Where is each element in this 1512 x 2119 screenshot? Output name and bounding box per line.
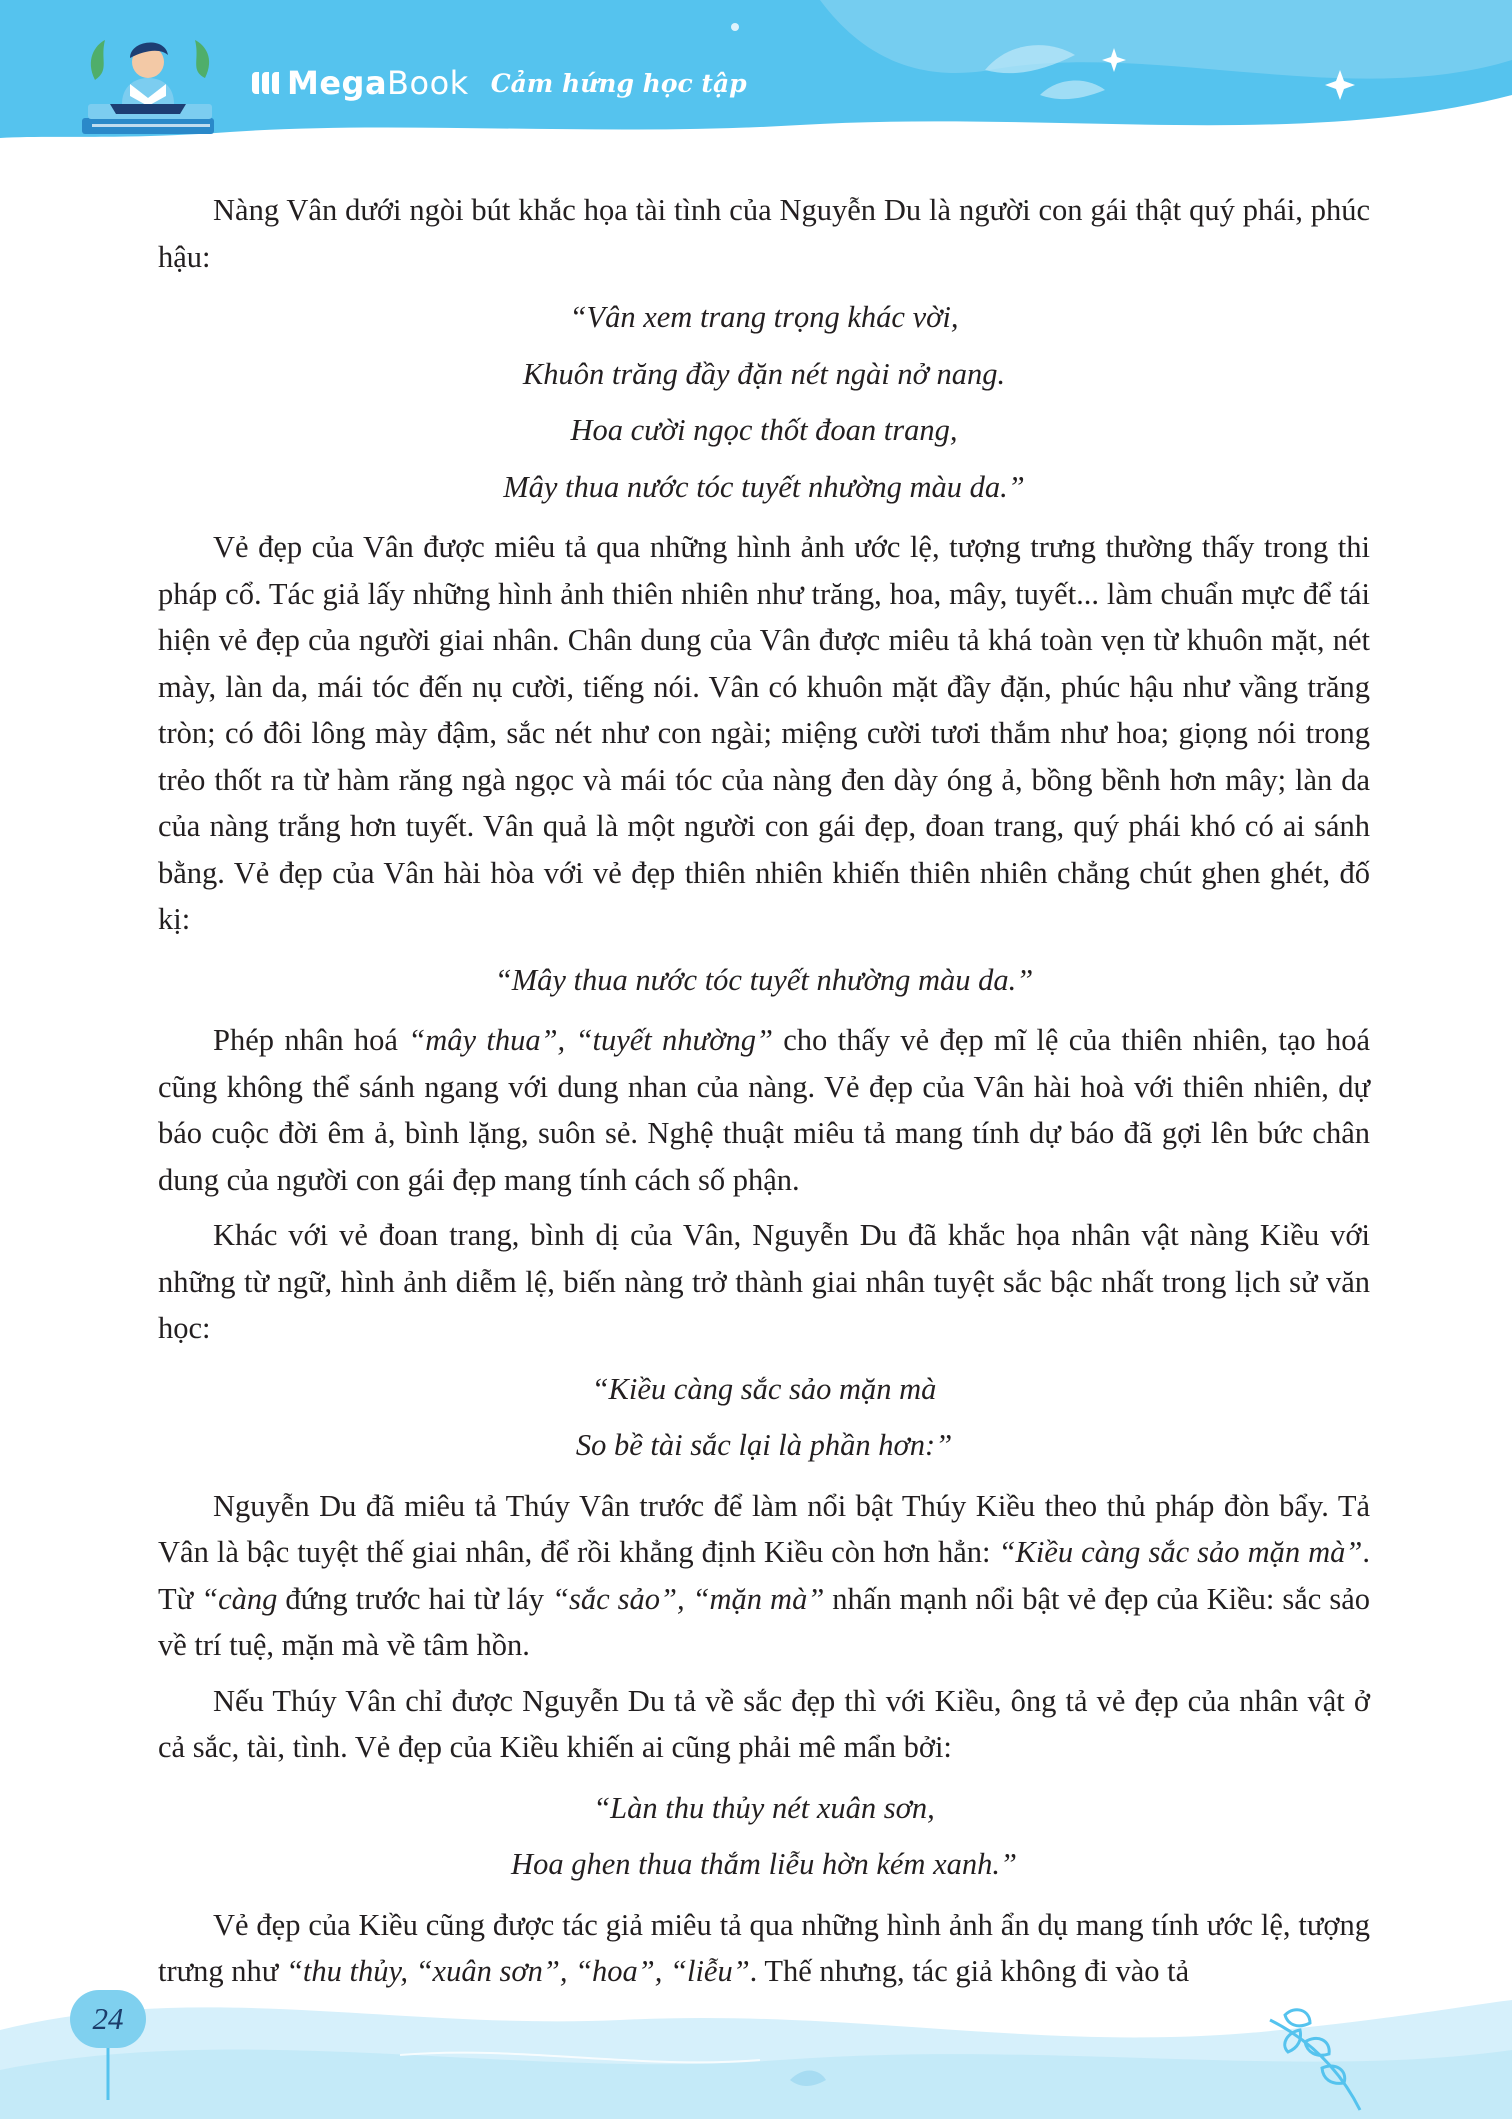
poem-quote (158, 289, 1370, 515)
brand-logo (252, 60, 747, 106)
footer-wave-background (0, 1960, 1512, 2119)
poem-quote (158, 952, 1370, 1009)
brand-slogan: Cảm hứng học tập (490, 68, 747, 98)
poem-quote (158, 1780, 1370, 1893)
paragraph: Khác với vẻ đoan trang, bình dị của Vân, Nguyễn Du đã khắc họa nhân vật nàng Kiều với những từ ngữ, hình ảnh diễm lệ, biến nàng trở thành giai nhân tuyệt sắc bậc nhất trong lịch sử văn học: (158, 1218, 1370, 1345)
page-footer (0, 1960, 1512, 2119)
poem-quote (158, 1361, 1370, 1474)
header-wave-background (0, 0, 1512, 150)
poem-line: Hoa ghen thua thắm liễu hờn kém xanh.” (511, 1847, 1017, 1881)
poem-line: So bề tài sắc lại là phần hơn:” (575, 1428, 953, 1462)
poem-line: Khuôn trăng đầy đặn nét ngài nở nang. (522, 356, 1006, 391)
poem-line: “Làn thu thủy nét xuân sơn, (593, 1790, 935, 1825)
megabook-logo-icon (252, 72, 279, 94)
page-number: 24 (70, 1990, 146, 2048)
page-header (0, 0, 1512, 150)
paragraph: Nàng Vân dưới ngòi bút khắc họa tài tình của Nguyễn Du là người con gái thật quý phái, phúc hậu: (158, 193, 1370, 274)
paragraph: Vẻ đẹp của Kiều cũng được tác giả miêu tả qua những hình ảnh ẩn dụ mang tính ước lệ, tượng trưng như “thu thủy, “xuân sơn”, “hoa”, “liễu”. Thế nhưng, tác giả không đi vào tả (158, 1907, 1370, 1988)
poem-line: “Vân xem trang trọng khác vời, (569, 300, 959, 334)
poem-line: Mây thua nước tóc tuyết nhường màu da.” (503, 469, 1025, 504)
poem-line: “Kiều càng sắc sảo mặn mà (591, 1371, 937, 1406)
poem-line: Hoa cười ngọc thốt đoan trang, (570, 413, 958, 447)
page-content (158, 187, 1370, 1995)
brand-name: MegaBook (287, 64, 469, 102)
poem-line: “Mây thua nước tóc tuyết nhường màu da.” (494, 962, 1034, 997)
paragraph: Nếu Thúy Vân chỉ được Nguyễn Du tả về sắc đẹp thì với Kiều, ông tả vẻ đẹp của nhân vật ở cả sắc, tài, tình. Vẻ đẹp của Kiều khiến ai cũng phải mê mẩn bởi: (158, 1683, 1370, 1764)
paragraph: Nguyễn Du đã miêu tả Thúy Vân trước để làm nổi bật Thúy Kiều theo thủ pháp đòn bẩy. Tả Vân là bậc tuyệt thế giai nhân, để rồi khẳng định Kiều còn hơn hẳn: “Kiều càng sắc sảo mặn mà”. Từ “càng đứng trước hai từ láy “sắc sảo”, “mặn mà” nhấn mạnh nổi bật vẻ đẹp của Kiều: sắc sảo về trí tuệ, mặn mà về tâm hồn. (158, 1488, 1370, 1662)
paragraph: Vẻ đẹp của Vân được miêu tả qua những hình ảnh ước lệ, tượng trưng thường thấy trong thi pháp cổ. Tác giả lấy những hình ảnh thiên nhiên như trăng, hoa, mây, tuyết... làm chuẩn mực để tái hiện vẻ đẹp của người giai nhân. Chân dung của Vân được miêu tả khá toàn vẹn từ khuôn mặt, nét mày, làn da, mái tóc đến nụ cười, tiếng nói. Vân có khuôn mặt đầy đặn, phúc hậu như vầng trăng tròn; có đôi lông mày đậm, sắc nét như con ngài; miệng cười tươi thắm như hoa; giọng nói trong trẻo thốt ra từ hàm răng ngà ngọc và mái tóc của nàng đen dày óng ả, bồng bềnh hơn mây; làn da của nàng trắng hơn tuyết. Vân quả là một người con gái đẹp, đoan trang, quý phái khó có ai sánh bằng. Vẻ đẹp của Vân hài hòa với vẻ đẹp thiên nhiên khiến thiên nhiên chẳng chút ghen ghét, đố kị: (158, 530, 1370, 936)
paragraph: Phép nhân hoá “mây thua”, “tuyết nhường” cho thấy vẻ đẹp mĩ lệ của thiên nhiên, tạo hoá cũng không thể sánh ngang với dung nhan của nàng. Vẻ đẹp của Vân hài hoà với thiên nhiên, dự báo cuộc đời êm ả, bình lặng, suôn sẻ. Nghệ thuật miêu tả mang tính dự báo đã gợi lên bức chân dung của người con gái đẹp mang tính cách số phận. (158, 1023, 1371, 1197)
